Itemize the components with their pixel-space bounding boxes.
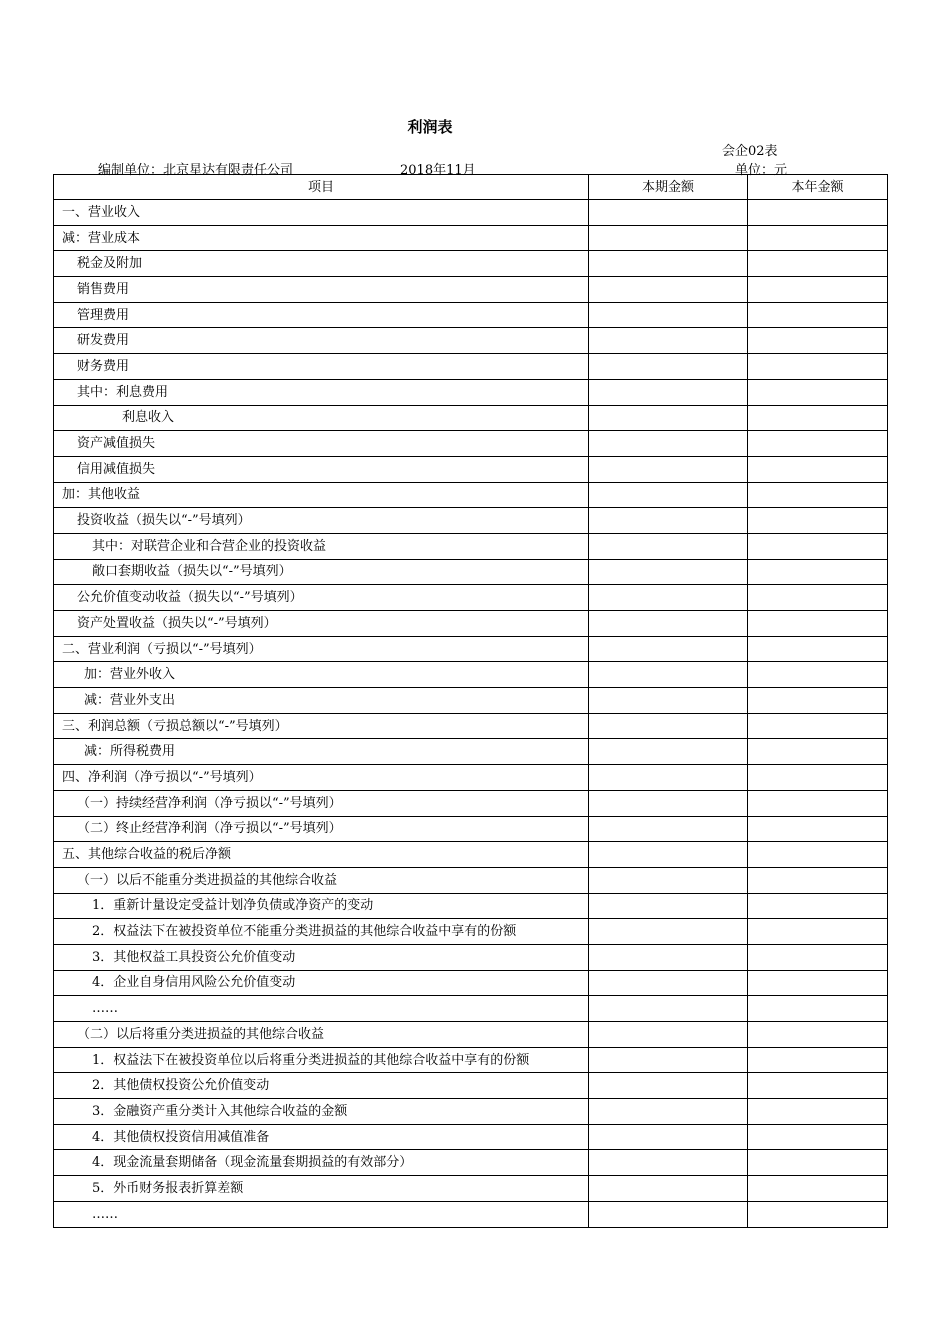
- current-period-amount-cell: [589, 713, 748, 739]
- current-period-amount-cell: [589, 379, 748, 405]
- year-to-date-amount-cell: [748, 251, 888, 277]
- current-period-amount-cell: [589, 842, 748, 868]
- row-item-label: 一、营业收入: [54, 200, 589, 226]
- current-period-amount-cell: [589, 302, 748, 328]
- current-period-amount-cell: [589, 1124, 748, 1150]
- row-item-label: 资产减值损失: [54, 431, 589, 457]
- year-to-date-amount-cell: [748, 379, 888, 405]
- year-to-date-amount-cell: [748, 996, 888, 1022]
- current-period-amount-cell: [589, 1022, 748, 1048]
- year-to-date-amount-cell: [748, 1124, 888, 1150]
- table-row: [54, 379, 888, 405]
- current-period-amount-cell: [589, 354, 748, 380]
- year-to-date-amount-cell: [748, 765, 888, 791]
- current-period-amount-cell: [589, 508, 748, 534]
- table-body: [54, 200, 888, 1228]
- row-item-label: ……: [54, 1201, 589, 1227]
- table-row: [54, 688, 888, 714]
- year-to-date-amount-cell: [748, 919, 888, 945]
- row-item-label: 资产处置收益（损失以“-”号填列）: [54, 611, 589, 637]
- row-item-label: 三、利润总额（亏损总额以“-”号填列）: [54, 713, 589, 739]
- table-row: [54, 970, 888, 996]
- table-row: [54, 765, 888, 791]
- header-year-to-date: 本年金额: [748, 175, 888, 200]
- year-to-date-amount-cell: [748, 1150, 888, 1176]
- table-row: [54, 585, 888, 611]
- table-row: [54, 944, 888, 970]
- current-period-amount-cell: [589, 482, 748, 508]
- year-to-date-amount-cell: [748, 277, 888, 303]
- year-to-date-amount-cell: [748, 970, 888, 996]
- year-to-date-amount-cell: [748, 713, 888, 739]
- current-period-amount-cell: [589, 200, 748, 226]
- current-period-amount-cell: [589, 456, 748, 482]
- table-header-row: [54, 175, 888, 200]
- current-period-amount-cell: [589, 225, 748, 251]
- table-row: [54, 1176, 888, 1202]
- row-item-label: 2．其他债权投资公允价值变动: [54, 1073, 589, 1099]
- year-to-date-amount-cell: [748, 533, 888, 559]
- current-period-amount-cell: [589, 893, 748, 919]
- current-period-amount-cell: [589, 944, 748, 970]
- table-row: [54, 559, 888, 585]
- table-row: [54, 1201, 888, 1227]
- row-item-label: 管理费用: [54, 302, 589, 328]
- current-period-amount-cell: [589, 1099, 748, 1125]
- year-to-date-amount-cell: [748, 1047, 888, 1073]
- current-period-amount-cell: [589, 867, 748, 893]
- row-item-label: 1．重新计量设定受益计划净负债或净资产的变动: [54, 893, 589, 919]
- current-period-amount-cell: [589, 328, 748, 354]
- year-to-date-amount-cell: [748, 1022, 888, 1048]
- year-to-date-amount-cell: [748, 790, 888, 816]
- table-row: [54, 482, 888, 508]
- year-to-date-amount-cell: [748, 1099, 888, 1125]
- row-item-label: 加：其他收益: [54, 482, 589, 508]
- row-item-label: 二、营业利润（亏损以“-”号填列）: [54, 636, 589, 662]
- row-item-label: 1．权益法下在被投资单位以后将重分类进损益的其他综合收益中享有的份额: [54, 1047, 589, 1073]
- table-row: [54, 225, 888, 251]
- row-item-label: 公允价值变动收益（损失以“-”号填列）: [54, 585, 589, 611]
- current-period-amount-cell: [589, 533, 748, 559]
- current-period-amount-cell: [589, 611, 748, 637]
- row-item-label: 减：所得税费用: [54, 739, 589, 765]
- year-to-date-amount-cell: [748, 585, 888, 611]
- year-to-date-amount-cell: [748, 225, 888, 251]
- year-to-date-amount-cell: [748, 508, 888, 534]
- current-period-amount-cell: [589, 251, 748, 277]
- row-item-label: 敞口套期收益（损失以“-”号填列）: [54, 559, 589, 585]
- row-item-label: 财务费用: [54, 354, 589, 380]
- year-to-date-amount-cell: [748, 1073, 888, 1099]
- table-row: [54, 251, 888, 277]
- year-to-date-amount-cell: [748, 867, 888, 893]
- row-item-label: 5．外币财务报表折算差额: [54, 1176, 589, 1202]
- row-item-label: （二）终止经营净利润（净亏损以“-”号填列）: [54, 816, 589, 842]
- row-item-label: 4．现金流量套期储备（现金流量套期损益的有效部分）: [54, 1150, 589, 1176]
- year-to-date-amount-cell: [748, 688, 888, 714]
- row-item-label: 加：营业外收入: [54, 662, 589, 688]
- current-period-amount-cell: [589, 585, 748, 611]
- table-row: [54, 842, 888, 868]
- table-row: [54, 739, 888, 765]
- table-row: [54, 816, 888, 842]
- table-row: [54, 354, 888, 380]
- year-to-date-amount-cell: [748, 456, 888, 482]
- table-row: [54, 996, 888, 1022]
- year-to-date-amount-cell: [748, 893, 888, 919]
- row-item-label: 2．权益法下在被投资单位不能重分类进损益的其他综合收益中享有的份额: [54, 919, 589, 945]
- current-period-amount-cell: [589, 970, 748, 996]
- currency-unit: 单位：元: [735, 163, 788, 178]
- year-to-date-amount-cell: [748, 1201, 888, 1227]
- row-item-label: 利息收入: [54, 405, 589, 431]
- header-item: 项目: [54, 175, 589, 200]
- row-item-label: 其中：对联营企业和合营企业的投资收益: [54, 533, 589, 559]
- row-item-label: （二）以后将重分类进损益的其他综合收益: [54, 1022, 589, 1048]
- year-to-date-amount-cell: [748, 354, 888, 380]
- table-row: [54, 790, 888, 816]
- current-period-amount-cell: [589, 405, 748, 431]
- current-period-amount-cell: [589, 431, 748, 457]
- table-row: [54, 533, 888, 559]
- table-row: [54, 662, 888, 688]
- row-item-label: 3．金融资产重分类计入其他综合收益的金额: [54, 1099, 589, 1125]
- current-period-amount-cell: [589, 1073, 748, 1099]
- year-to-date-amount-cell: [748, 200, 888, 226]
- current-period-amount-cell: [589, 816, 748, 842]
- year-to-date-amount-cell: [748, 302, 888, 328]
- table-row: [54, 1124, 888, 1150]
- row-item-label: 3．其他权益工具投资公允价值变动: [54, 944, 589, 970]
- row-item-label: 税金及附加: [54, 251, 589, 277]
- year-to-date-amount-cell: [748, 405, 888, 431]
- current-period-amount-cell: [589, 1150, 748, 1176]
- year-to-date-amount-cell: [748, 1176, 888, 1202]
- year-to-date-amount-cell: [748, 431, 888, 457]
- table-row: [54, 405, 888, 431]
- table-row: [54, 1099, 888, 1125]
- row-item-label: 减：营业外支出: [54, 688, 589, 714]
- table-row: [54, 1047, 888, 1073]
- form-code: 会企02表: [722, 144, 778, 159]
- row-item-label: 五、其他综合收益的税后净额: [54, 842, 589, 868]
- current-period-amount-cell: [589, 1201, 748, 1227]
- table-row: [54, 1150, 888, 1176]
- row-item-label: 其中：利息费用: [54, 379, 589, 405]
- statement-title: 利润表: [407, 118, 453, 136]
- year-to-date-amount-cell: [748, 559, 888, 585]
- table-row: [54, 328, 888, 354]
- current-period-amount-cell: [589, 790, 748, 816]
- table-row: [54, 456, 888, 482]
- year-to-date-amount-cell: [748, 482, 888, 508]
- year-to-date-amount-cell: [748, 662, 888, 688]
- current-period-amount-cell: [589, 688, 748, 714]
- current-period-amount-cell: [589, 662, 748, 688]
- row-item-label: 减：营业成本: [54, 225, 589, 251]
- row-item-label: 4．企业自身信用风险公允价值变动: [54, 970, 589, 996]
- table-row: [54, 867, 888, 893]
- current-period-amount-cell: [589, 559, 748, 585]
- table-row: [54, 893, 888, 919]
- preparing-organization: 编制单位：北京星达有限责任公司: [98, 163, 294, 178]
- table-row: [54, 508, 888, 534]
- table-row: [54, 431, 888, 457]
- year-to-date-amount-cell: [748, 328, 888, 354]
- table-row: [54, 713, 888, 739]
- current-period-amount-cell: [589, 996, 748, 1022]
- table-row: [54, 636, 888, 662]
- table-row: [54, 611, 888, 637]
- current-period-amount-cell: [589, 1176, 748, 1202]
- current-period-amount-cell: [589, 765, 748, 791]
- current-period-amount-cell: [589, 739, 748, 765]
- header-current-period: 本期金额: [589, 175, 748, 200]
- table-row: [54, 1022, 888, 1048]
- table-row: [54, 200, 888, 226]
- table-row: [54, 277, 888, 303]
- report-period: 2018年11月: [400, 163, 476, 178]
- year-to-date-amount-cell: [748, 739, 888, 765]
- table-row: [54, 302, 888, 328]
- year-to-date-amount-cell: [748, 944, 888, 970]
- row-item-label: 研发费用: [54, 328, 589, 354]
- row-item-label: 销售费用: [54, 277, 589, 303]
- table-row: [54, 1073, 888, 1099]
- year-to-date-amount-cell: [748, 816, 888, 842]
- row-item-label: 投资收益（损失以“-”号填列）: [54, 508, 589, 534]
- row-item-label: 信用减值损失: [54, 456, 589, 482]
- year-to-date-amount-cell: [748, 636, 888, 662]
- year-to-date-amount-cell: [748, 842, 888, 868]
- income-statement-table: [53, 174, 888, 1228]
- current-period-amount-cell: [589, 277, 748, 303]
- row-item-label: （一）持续经营净利润（净亏损以“-”号填列）: [54, 790, 589, 816]
- table-row: [54, 919, 888, 945]
- current-period-amount-cell: [589, 636, 748, 662]
- row-item-label: 四、净利润（净亏损以“-”号填列）: [54, 765, 589, 791]
- row-item-label: 4．其他债权投资信用减值准备: [54, 1124, 589, 1150]
- row-item-label: （一）以后不能重分类进损益的其他综合收益: [54, 867, 589, 893]
- current-period-amount-cell: [589, 919, 748, 945]
- row-item-label: ……: [54, 996, 589, 1022]
- current-period-amount-cell: [589, 1047, 748, 1073]
- year-to-date-amount-cell: [748, 611, 888, 637]
